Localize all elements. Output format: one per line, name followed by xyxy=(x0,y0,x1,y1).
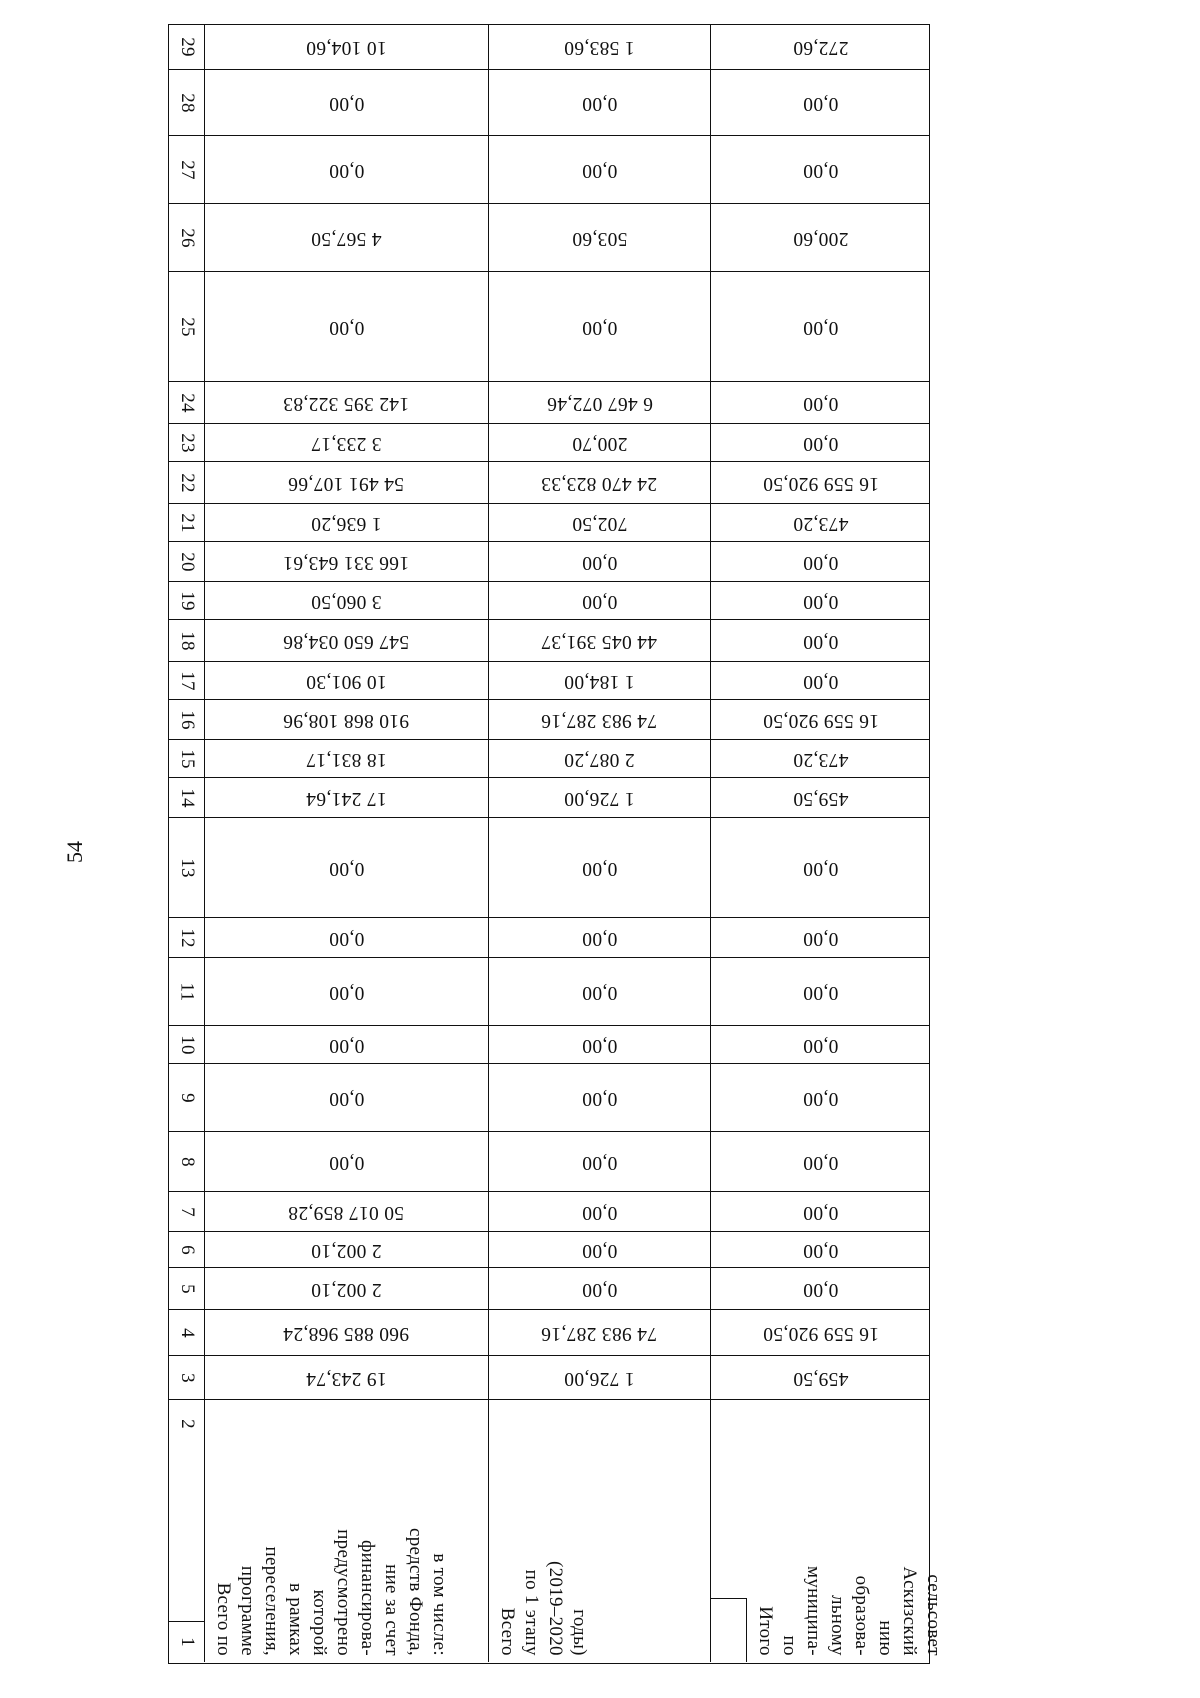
value-program-total: 0,00 xyxy=(205,1026,489,1063)
value-stage-total: 1 184,00 xyxy=(489,662,711,699)
column-number: 17 xyxy=(169,662,205,699)
value-program-total: 142 395 322,83 xyxy=(205,382,489,423)
value-municipal-total: 0,00 xyxy=(803,1087,839,1109)
value-stage-total: 0,00 xyxy=(489,818,711,917)
column-number: 13 xyxy=(169,818,205,917)
value-program-total: 166 331 643,61 xyxy=(205,542,489,581)
value-program-total: 0,00 xyxy=(205,272,489,381)
page-number: 54 xyxy=(62,841,87,863)
table-row xyxy=(169,1026,929,1064)
column-number: 3 xyxy=(169,1356,205,1399)
table-row xyxy=(169,424,929,462)
value-municipal-total: 0,00 xyxy=(803,670,839,692)
value-program-total: 547 650 034,86 xyxy=(205,620,489,661)
value-municipal-total: 0,00 xyxy=(803,92,839,114)
header-number-cell xyxy=(169,1400,205,1662)
value-municipal-total: 272,60 xyxy=(793,37,849,58)
column-number: 6 xyxy=(169,1232,205,1267)
value-program-total: 0,00 xyxy=(205,1132,489,1191)
value-program-total: 2 002,10 xyxy=(205,1268,489,1309)
value-municipal-total: 16 559 920,50 xyxy=(762,1322,880,1344)
row-label-program-total xyxy=(205,1400,489,1662)
value-stage-total: 0,00 xyxy=(489,136,711,203)
value-municipal-total: 0,00 xyxy=(803,590,839,612)
value-program-total: 0,00 xyxy=(205,1064,489,1131)
value-program-total: 18 831,17 xyxy=(205,740,489,777)
value-stage-total: 1 583,60 xyxy=(489,25,711,69)
municipal-index-cell xyxy=(711,1598,747,1662)
value-municipal-total: 200,60 xyxy=(793,227,849,249)
table-row xyxy=(169,740,929,778)
column-number: 25 xyxy=(169,272,205,381)
value-stage-total: 1 726,00 xyxy=(489,1356,711,1399)
value-municipal-total: 459,50 xyxy=(793,787,849,809)
table-row xyxy=(169,382,929,424)
value-municipal-total: 16 559 920,50 xyxy=(762,709,880,731)
value-municipal-total: 0,00 xyxy=(803,1201,839,1223)
label-line: образова- xyxy=(851,1575,872,1656)
value-stage-total: 0,00 xyxy=(489,542,711,581)
value-stage-total: 0,00 xyxy=(489,1268,711,1309)
value-program-total: 50 017 859,28 xyxy=(205,1192,489,1231)
value-stage-total: 0,00 xyxy=(489,272,711,381)
value-program-total: 3 233,17 xyxy=(205,424,489,461)
value-stage-total: 0,00 xyxy=(489,1026,711,1063)
table-row xyxy=(169,272,929,382)
value-program-total: 1 636,20 xyxy=(205,504,489,541)
value-program-total: 10 104,60 xyxy=(205,25,489,69)
table-row xyxy=(169,818,929,918)
column-number: 18 xyxy=(169,620,205,661)
label-line: (2019–2020 xyxy=(545,1561,566,1656)
table-row xyxy=(169,1268,929,1310)
label-line: которой xyxy=(309,1589,330,1656)
value-stage-total: 1 726,00 xyxy=(489,778,711,817)
table-row xyxy=(169,1310,929,1356)
value-program-total: 0,00 xyxy=(205,918,489,957)
label-line: Всего по xyxy=(213,1582,234,1656)
table-row xyxy=(169,504,929,542)
table-row xyxy=(169,136,929,204)
value-municipal-total: 0,00 xyxy=(803,857,839,879)
value-municipal-total: 473,20 xyxy=(793,748,849,770)
label-line: финансирова- xyxy=(357,1540,378,1656)
value-municipal-total: 0,00 xyxy=(803,981,839,1003)
value-program-total: 10 901,30 xyxy=(205,662,489,699)
value-municipal-total: 0,00 xyxy=(803,1278,839,1300)
value-program-total: 19 243,74 xyxy=(205,1356,489,1399)
value-stage-total: 0,00 xyxy=(489,582,711,619)
table-row xyxy=(169,462,929,504)
column-number: 24 xyxy=(169,382,205,423)
table-row xyxy=(169,204,929,272)
value-municipal-total: 0,00 xyxy=(803,392,839,414)
column-number: 27 xyxy=(169,136,205,203)
column-number: 23 xyxy=(169,424,205,461)
column-number: 28 xyxy=(169,70,205,135)
value-program-total: 0,00 xyxy=(205,136,489,203)
column-number: 12 xyxy=(169,918,205,957)
label-line: предусмотрено xyxy=(333,1529,354,1656)
column-number: 4 xyxy=(169,1310,205,1355)
value-municipal-total: 0,00 xyxy=(803,927,839,949)
column-number: 21 xyxy=(169,504,205,541)
label-line: переселения, xyxy=(261,1546,282,1656)
table-row xyxy=(169,620,929,662)
value-stage-total: 702,50 xyxy=(489,504,711,541)
label-line: по 1 этапу xyxy=(521,1569,542,1656)
label-line: Всего xyxy=(497,1607,518,1656)
value-program-total: 960 885 968,24 xyxy=(205,1310,489,1355)
value-municipal-total: 0,00 xyxy=(803,316,839,338)
value-program-total: 0,00 xyxy=(205,958,489,1025)
label-line: по xyxy=(779,1635,800,1656)
value-program-total: 3 060,50 xyxy=(205,582,489,619)
value-stage-total: 0,00 xyxy=(489,1132,711,1191)
label-line: сельсовет xyxy=(923,1574,944,1656)
value-stage-total: 0,00 xyxy=(489,1232,711,1267)
value-municipal-total: 473,20 xyxy=(793,512,849,534)
value-stage-total: 0,00 xyxy=(489,958,711,1025)
value-program-total: 0,00 xyxy=(205,70,489,135)
table-row xyxy=(169,1232,929,1268)
label-line: Итого xyxy=(755,1606,776,1656)
table-row xyxy=(169,25,929,70)
table-row xyxy=(169,778,929,818)
value-stage-total: 44 045 391,37 xyxy=(489,620,711,661)
value-stage-total: 0,00 xyxy=(489,918,711,957)
value-program-total: 54 491 107,66 xyxy=(205,462,489,503)
data-table xyxy=(168,24,944,1664)
label-line: программе xyxy=(237,1565,258,1656)
value-stage-total: 24 470 823,33 xyxy=(489,462,711,503)
value-stage-total: 0,00 xyxy=(489,70,711,135)
value-municipal-total: 0,00 xyxy=(803,432,839,454)
column-number: 22 xyxy=(169,462,205,503)
table-header-row xyxy=(169,1400,944,1662)
value-stage-total: 503,60 xyxy=(489,204,711,271)
column-number: 5 xyxy=(169,1268,205,1309)
value-program-total: 0,00 xyxy=(205,818,489,917)
label-line: Аскизский xyxy=(899,1566,920,1656)
value-municipal-total: 0,00 xyxy=(803,1239,839,1261)
column-number: 15 xyxy=(169,740,205,777)
value-municipal-total: 459,50 xyxy=(793,1367,849,1389)
label-line: в том числе: xyxy=(429,1553,450,1656)
row-label-municipal-total xyxy=(711,1400,944,1662)
column-number: 26 xyxy=(169,204,205,271)
value-program-total: 2 002,10 xyxy=(205,1232,489,1267)
table-row xyxy=(169,542,929,582)
column-number: 9 xyxy=(169,1064,205,1131)
column-number: 7 xyxy=(169,1192,205,1231)
value-municipal-total: 0,00 xyxy=(803,551,839,573)
column-number: 8 xyxy=(169,1132,205,1191)
value-municipal-total: 0,00 xyxy=(803,1034,839,1056)
row-label-stage-total xyxy=(489,1400,711,1662)
table-row xyxy=(169,1356,929,1400)
label-line: льному xyxy=(827,1595,848,1656)
table-row xyxy=(169,1132,929,1192)
column-number: 20 xyxy=(169,542,205,581)
column-number: 29 xyxy=(169,25,205,69)
label-line: ние за счет xyxy=(381,1564,402,1656)
table-row xyxy=(169,958,929,1026)
value-program-total: 17 241,64 xyxy=(205,778,489,817)
value-stage-total: 200,70 xyxy=(489,424,711,461)
label-line: нию xyxy=(875,1620,896,1656)
table-row xyxy=(169,1064,929,1132)
value-municipal-total: 0,00 xyxy=(803,630,839,652)
value-municipal-total: 0,00 xyxy=(803,1151,839,1173)
value-stage-total: 2 087,20 xyxy=(489,740,711,777)
column-number: 19 xyxy=(169,582,205,619)
label-line: средств Фонда, xyxy=(405,1528,426,1656)
value-program-total: 4 567,50 xyxy=(205,204,489,271)
label-line: годы) xyxy=(569,1609,590,1656)
value-stage-total: 0,00 xyxy=(489,1192,711,1231)
table-row xyxy=(169,582,929,620)
column-number: 14 xyxy=(169,778,205,817)
value-municipal-total: 0,00 xyxy=(803,159,839,181)
value-municipal-total: 16 559 920,50 xyxy=(762,472,880,494)
value-stage-total: 6 467 072,46 xyxy=(489,382,711,423)
column-number: 11 xyxy=(169,958,205,1025)
label-line: муниципа- xyxy=(803,1566,824,1656)
value-stage-total: 74 983 287,16 xyxy=(489,1310,711,1355)
table-row xyxy=(169,1192,929,1232)
table-row xyxy=(169,662,929,700)
column-number: 10 xyxy=(169,1026,205,1063)
table-row xyxy=(169,700,929,740)
column-1-number: 1 xyxy=(169,1621,204,1662)
value-stage-total: 0,00 xyxy=(489,1064,711,1131)
value-stage-total: 74 983 287,16 xyxy=(489,700,711,739)
column-2-number: 2 xyxy=(176,1419,198,1429)
value-program-total: 910 868 108,96 xyxy=(205,700,489,739)
table-row xyxy=(169,70,929,136)
label-line: в рамках xyxy=(285,1583,306,1656)
column-number: 16 xyxy=(169,700,205,739)
table-row xyxy=(169,918,929,958)
